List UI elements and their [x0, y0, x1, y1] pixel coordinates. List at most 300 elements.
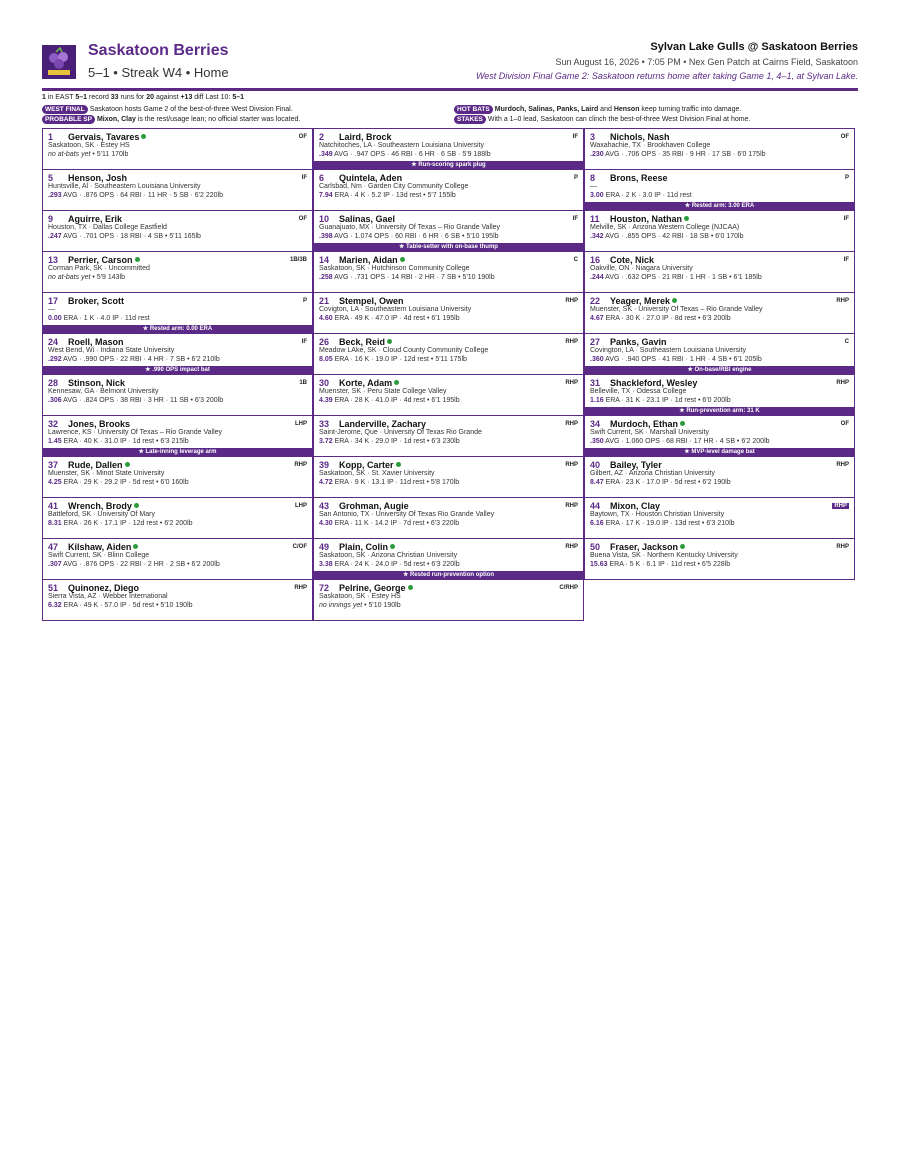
stat-detail: ERA · 49 K · 57.0 IP · 5d rest • 5'10 190lb: [61, 601, 193, 609]
stat-detail: ERA · 16 K · 19.0 IP · 12d rest • 5'11 175lb: [332, 355, 467, 363]
player-stat-line: [590, 561, 849, 570]
player-card: [313, 169, 584, 211]
jersey-number: 11: [590, 213, 600, 224]
stat-lead-value: 7.94: [319, 191, 333, 199]
stat-detail: AVG · .731 OPS · 14 RBI · 2 HR · 7 SB • 5'10 190lb: [332, 273, 495, 281]
position-label: IF: [843, 215, 849, 222]
player-header: [48, 172, 307, 183]
jersey-number: 3: [590, 131, 596, 142]
position-label: P: [844, 174, 849, 181]
stat-lead-value: .230: [590, 150, 604, 158]
stakes-tag: STAKES: [454, 115, 486, 124]
team-logo-icon: [42, 45, 76, 79]
player-origin: Houston, TX · Dallas College Eastfield: [48, 224, 167, 231]
runs-for-label: runs for: [118, 94, 147, 101]
player-card: [584, 497, 855, 539]
player-header: [48, 336, 307, 347]
position-label: RHP: [294, 584, 307, 591]
last10-label: Last 10:: [205, 94, 233, 101]
position-label: LHP: [295, 420, 307, 427]
player-name: Broker, Scott: [68, 295, 125, 306]
player-name: Nichols, Nash: [610, 131, 670, 142]
jersey-number: 8: [590, 172, 596, 183]
player-origin: Saskatoon, SK · St. Xavier University: [319, 470, 435, 477]
position-label: C: [844, 338, 849, 345]
stat-lead-value: 4.30: [319, 519, 333, 527]
player-card: [584, 415, 855, 457]
player-name: Laird, Brock: [339, 131, 392, 142]
player-name-wrap: [339, 460, 565, 470]
player-card: [584, 374, 855, 416]
player-stat-line: [319, 315, 578, 324]
player-name-wrap: [610, 378, 836, 388]
player-name: Cote, Nick: [610, 254, 655, 265]
hot-bats-last: Henson: [613, 106, 640, 113]
player-name: Fraser, Jackson: [610, 541, 679, 552]
runs-against-value: 20: [146, 94, 154, 101]
stat-tail: • 5'10 190lb: [362, 601, 401, 609]
player-card: [584, 251, 855, 293]
stat-lead-value: 3.72: [319, 437, 333, 445]
stat-tail: • 5'9 143lb: [90, 273, 125, 281]
player-stat-line: [590, 315, 849, 324]
stat-lead-value: 15.63: [590, 560, 608, 568]
player-name-wrap: [68, 501, 295, 511]
player-name: Landerville, Zachary: [339, 418, 427, 429]
hot-bats-note: [454, 105, 741, 114]
player-name: Kopp, Carter: [339, 459, 394, 470]
player-origin: San Antonio, TX · University Of Texas Rio Grande Valley: [319, 511, 495, 518]
player-origin: Belleville, TX · Odessa College: [590, 388, 687, 395]
record-label: record: [87, 94, 111, 101]
stat-lead-value: 0.00: [48, 314, 62, 322]
player-name-wrap: [68, 173, 302, 183]
player-stat-line: [590, 151, 849, 160]
player-header: [319, 172, 578, 183]
position-label: RHP: [294, 461, 307, 468]
player-name-wrap: [68, 460, 294, 470]
position-label: RHP: [565, 379, 578, 386]
player-highlight-banner: ★ Rested run-prevention option: [314, 571, 583, 579]
player-card: [313, 210, 584, 252]
player-card: [42, 251, 313, 293]
player-card: [584, 292, 855, 334]
player-name-wrap: [68, 214, 299, 224]
player-card: [42, 374, 313, 416]
position-label: RHP: [565, 420, 578, 427]
player-origin: Muenster, SK · Minot State University: [48, 470, 165, 477]
player-name-wrap: [68, 378, 299, 388]
player-header: [319, 418, 578, 429]
west-final-note: [42, 105, 293, 114]
stat-detail: ERA · 5 K · 6.1 IP · 11d rest • 6'5 228lb: [607, 560, 731, 568]
player-name-wrap: [68, 132, 299, 142]
player-card: [584, 128, 855, 170]
active-status-icon: [394, 380, 399, 385]
game-info: [476, 41, 858, 81]
probable-sp-note: [42, 115, 300, 124]
stat-detail: ERA · 9 K · 13.1 IP · 11d rest • 5'8 170lb: [332, 478, 460, 486]
run-diff-value: +13: [180, 94, 193, 101]
player-name: Gervais, Tavares: [68, 131, 140, 142]
jersey-number: 14: [319, 254, 330, 265]
player-header: [590, 500, 849, 511]
probable-sp-tag: PROBABLE SP: [42, 115, 95, 124]
hot-bats-text: keep turning traffic into damage.: [639, 106, 742, 113]
player-card: [42, 169, 313, 211]
player-stat-line: [319, 397, 578, 406]
position-label: RHP: [565, 338, 578, 345]
player-name-wrap: [68, 337, 302, 347]
jersey-number: 17: [48, 295, 59, 306]
player-stat-line: [319, 520, 578, 529]
active-status-icon: [396, 462, 401, 467]
stat-detail: ERA · 24 K · 24.0 IP · 5d rest • 6'3 220lb: [332, 560, 460, 568]
player-origin: —: [48, 306, 55, 313]
stat-detail: AVG · 1.060 OPS · 68 RBI · 17 HR · 4 SB • 6'2 200lb: [603, 437, 770, 445]
player-stat-line: [319, 602, 578, 611]
stat-lead-value: 1.45: [48, 437, 62, 445]
player-header: [48, 582, 307, 593]
position-label: IF: [572, 215, 578, 222]
player-card: [42, 128, 313, 170]
player-name-wrap: [68, 255, 290, 265]
player-stat-line: [48, 274, 307, 283]
player-header: [48, 500, 307, 511]
jersey-number: 50: [590, 541, 601, 552]
player-card: [313, 456, 584, 498]
west-final-tag: WEST FINAL: [42, 105, 88, 114]
player-name-wrap: [339, 378, 565, 388]
player-stat-line: [48, 438, 307, 447]
player-name: Henson, Josh: [68, 172, 128, 183]
player-origin: Covigton, LA · Southeastern Louisiana University: [319, 306, 472, 313]
player-header: [590, 459, 849, 470]
player-name: Stempel, Owen: [339, 295, 404, 306]
jersey-number: 26: [319, 336, 330, 347]
player-stat-line: [48, 561, 307, 570]
stat-lead-value: .306: [48, 396, 62, 404]
player-header: [590, 254, 849, 265]
player-stat-line: [590, 479, 849, 488]
player-card: [313, 579, 584, 621]
player-header: [48, 254, 307, 265]
jersey-number: 5: [48, 172, 54, 183]
jersey-number: 21: [319, 295, 330, 306]
player-header: [319, 254, 578, 265]
position-label: IF: [843, 256, 849, 263]
player-name: Bailey, Tyler: [610, 459, 662, 470]
player-header: [48, 541, 307, 552]
player-name-wrap: [339, 296, 565, 306]
player-card: [313, 292, 584, 334]
hot-bats-tag: HOT BATS: [454, 105, 493, 114]
jersey-number: 13: [48, 254, 59, 265]
player-origin: Baytown, TX · Houston Christian University: [590, 511, 725, 518]
player-origin: Melville, SK · Arizona Western College (NJCAA): [590, 224, 740, 231]
player-stat-line: [48, 602, 307, 611]
stat-detail: AVG · .876 OPS · 64 RBI · 11 HR · 5 SB · 6'2 220lb: [61, 191, 223, 199]
stat-detail: AVG · .990 OPS · 22 RBI · 4 HR · 7 SB • 6'2 210lb: [61, 355, 220, 363]
page-header: [42, 40, 858, 90]
player-stat-line: [590, 274, 849, 283]
player-header: [48, 213, 307, 224]
player-header: [48, 377, 307, 388]
player-highlight-banner: ★ Run-prevention arm: 31 K: [585, 407, 854, 415]
stat-lead-value: .398: [319, 232, 333, 240]
stat-lead-value: 4.72: [319, 478, 333, 486]
stat-detail: AVG · .632 OPS · 21 RBI · 1 HR · 1 SB • 6'1 185lb: [603, 273, 762, 281]
position-label: LHP: [295, 502, 307, 509]
position-label: OF: [840, 133, 849, 140]
player-header: [319, 336, 578, 347]
stat-lead-value: .360: [590, 355, 604, 363]
stat-lead-value: .350: [590, 437, 604, 445]
stat-lead-value: .293: [48, 191, 62, 199]
player-origin: Buena Vista, SK · Northern Kentucky University: [590, 552, 738, 559]
active-status-icon: [141, 134, 146, 139]
active-status-icon: [387, 339, 392, 344]
player-name-wrap: [339, 214, 573, 224]
jersey-number: 37: [48, 459, 59, 470]
player-origin: Kennesaw, GA · Belmont University: [48, 388, 159, 395]
jersey-number: 16: [590, 254, 601, 265]
jersey-number: 32: [48, 418, 59, 429]
stat-detail: ERA · 4 K · 5.2 IP · 13d rest • 5'7 155lb: [332, 191, 456, 199]
stat-lead-value: .247: [48, 232, 62, 240]
runs-against-label: against: [154, 94, 181, 101]
player-name: Plain, Colin: [339, 541, 389, 552]
stat-lead-value: .292: [48, 355, 62, 363]
stat-detail: AVG · .706 OPS · 35 RBI · 9 HR · 17 SB · 6'0 175lb: [603, 150, 766, 158]
position-label: RHP: [836, 543, 849, 550]
player-name-wrap: [610, 460, 836, 470]
position-label: IF: [301, 338, 307, 345]
player-name: Shackleford, Wesley: [610, 377, 698, 388]
player-highlight-banner: ★ Rested arm: 0.00 ERA: [43, 325, 312, 333]
player-name-wrap: [339, 132, 573, 142]
active-status-icon: [125, 462, 130, 467]
player-card: [42, 579, 313, 621]
probable-sp-name: Mixon, Clay: [96, 116, 136, 123]
player-name-wrap: [339, 542, 565, 552]
player-header: [319, 377, 578, 388]
jersey-number: 51: [48, 582, 59, 593]
player-header: [48, 295, 307, 306]
player-origin: Natchitoches, LA · Southeastern Louisiana University: [319, 142, 484, 149]
player-name: Yeager, Merek: [610, 295, 671, 306]
player-name: Kilshaw, Aiden: [68, 541, 132, 552]
position-label: RHP: [836, 461, 849, 468]
jersey-number: 22: [590, 295, 601, 306]
active-status-icon: [133, 544, 138, 549]
jersey-number: 72: [319, 582, 330, 593]
stat-lead-value: .349: [319, 150, 333, 158]
stat-lead-value: 8.31: [48, 519, 62, 527]
player-header: [319, 131, 578, 142]
record-value: 5–1: [75, 94, 88, 101]
player-card: [42, 415, 313, 457]
stat-detail: AVG · 1.074 OPS · 60 RBI · 6 HR · 6 SB • 5'10 195lb: [332, 232, 499, 240]
jersey-number: 2: [319, 131, 325, 142]
player-header: [590, 418, 849, 429]
player-origin: Saskatoon, SK · Estey HS: [48, 142, 130, 149]
stat-lead-value: .342: [590, 232, 604, 240]
position-label: RHP: [565, 502, 578, 509]
player-name-wrap: [610, 132, 841, 142]
player-stat-line: [590, 397, 849, 406]
jersey-number: 44: [590, 500, 601, 511]
position-label: RHP: [836, 297, 849, 304]
player-origin: Swift Current, SK · Blinn College: [48, 552, 150, 559]
player-origin: Saskatoon, SK · Estey HS: [319, 593, 401, 600]
jersey-number: 6: [319, 172, 325, 183]
stat-detail: AVG · .940 OPS · 41 RBI · 1 HR · 4 SB • 6'1 205lb: [603, 355, 762, 363]
player-highlight-banner: ★ On-base/RBI engine: [585, 366, 854, 374]
runs-for-value: 33: [110, 94, 119, 101]
player-name-wrap: [339, 419, 565, 429]
stat-detail: ERA · 26 K · 17.1 IP · 12d rest • 6'2 200lb: [61, 519, 193, 527]
player-card: [313, 374, 584, 416]
header-divider: [42, 88, 858, 91]
stat-placeholder: no at-bats yet: [48, 150, 91, 158]
stat-detail: ERA · 40 K · 31.0 IP · 1d rest • 6'3 215lb: [61, 437, 189, 445]
player-origin: Battleford, SK · University Of Mary: [48, 511, 155, 518]
player-card: [42, 292, 313, 334]
player-card: [42, 456, 313, 498]
position-label: P: [573, 174, 578, 181]
player-origin: Muenster, SK · Peru State College Valley: [319, 388, 447, 395]
player-name-wrap: [339, 173, 574, 183]
position-label: C/OF: [292, 543, 307, 550]
player-highlight-banner: ★ .990 OPS impact bat: [43, 366, 312, 374]
jersey-number: 34: [590, 418, 601, 429]
player-name: Roell, Mason: [68, 336, 124, 347]
active-status-icon: [134, 503, 139, 508]
player-name: Salinas, Gael: [339, 213, 396, 224]
player-card: [42, 538, 313, 580]
player-header: [319, 459, 578, 470]
position-label: RHP: [565, 297, 578, 304]
stat-detail: ERA · 23 K · 17.0 IP · 5d rest • 6'2 190lb: [603, 478, 731, 486]
player-stat-line: [48, 315, 307, 324]
player-name-wrap: [610, 337, 845, 347]
player-origin: Meadow LAke, SK · Cloud County Community College: [319, 347, 489, 354]
position-label: IF: [301, 174, 307, 181]
jersey-number: 30: [319, 377, 330, 388]
stakes-text: With a 1–0 lead, Saskatoon can clinch the best-of-three West Division Final at home.: [487, 116, 751, 123]
player-stat-line: [319, 356, 578, 365]
player-name-wrap: [339, 337, 565, 347]
player-header: [319, 582, 578, 593]
player-name: Quinonez, Diego: [68, 582, 139, 593]
team-record-summary: 5–1 • Streak W4 • Home: [88, 65, 229, 80]
player-header: [48, 459, 307, 470]
last10-value: 5–1: [232, 94, 244, 101]
player-stat-line: [590, 438, 849, 447]
game-note: West Division Final Game 2: Saskatoon returns home after taking Game 1, 4–1, at Sylvan Lake.: [475, 71, 858, 81]
player-stat-line: [48, 151, 307, 160]
stakes-note: [454, 115, 750, 124]
player-origin: Saskatoon, SK · Hutchinson Community College: [319, 265, 470, 272]
player-stat-line: [48, 233, 307, 242]
stat-detail: ERA · 49 K · 47.0 IP · 4d rest • 6'1 195lb: [332, 314, 460, 322]
rank-label: in EAST: [45, 94, 76, 101]
stat-lead-value: 6.16: [590, 519, 604, 527]
player-origin: West Bend, Wi · Indiana State University: [48, 347, 175, 354]
player-stat-line: [590, 233, 849, 242]
player-name-wrap: [610, 214, 844, 224]
player-card: [584, 333, 855, 375]
stat-lead-value: .258: [319, 273, 333, 281]
west-final-text: Saskatoon hosts Game 2 of the best-of-three West Division Final.: [89, 106, 293, 113]
player-origin: Muenster, SK · University Of Texas – Rio Grande Valley: [590, 306, 763, 313]
player-header: [319, 541, 578, 552]
jersey-number: 9: [48, 213, 54, 224]
player-name-wrap: [610, 419, 841, 429]
player-origin: Corman Park, SK · Uncommitted: [48, 265, 150, 272]
player-card: [584, 210, 855, 252]
stat-placeholder: no innings yet: [319, 601, 363, 609]
stat-lead-value: 3.38: [319, 560, 333, 568]
player-name-wrap: [339, 501, 565, 511]
player-card: [42, 497, 313, 539]
player-name: Marien, Aidan: [339, 254, 398, 265]
player-name-wrap: [610, 542, 836, 552]
active-status-icon: [408, 585, 413, 590]
player-origin: Saint-Jerome, Que · University Of Texas Rio Grande: [319, 429, 482, 436]
active-status-icon: [390, 544, 395, 549]
player-origin: Carlsbad, Nm · Garden City Community College: [319, 183, 469, 190]
stat-lead-value: 3.00: [590, 191, 604, 199]
position-label: RHP: [565, 461, 578, 468]
position-label: OF: [840, 420, 849, 427]
player-name: Korte, Adam: [339, 377, 393, 388]
player-stat-line: [590, 520, 849, 529]
player-origin: Saskatoon, SK · Arizona Christian University: [319, 552, 458, 559]
player-stat-line: [319, 274, 578, 283]
active-status-icon: [135, 257, 140, 262]
stat-lead-value: 4.67: [590, 314, 604, 322]
stat-lead-value: 4.25: [48, 478, 62, 486]
stat-detail: ERA · 11 K · 14.2 IP · 7d rest • 6'3 220lb: [332, 519, 460, 527]
position-label: RHP: [565, 543, 578, 550]
position-label: C/RHP: [559, 584, 578, 591]
player-name: Beck, Reid: [339, 336, 386, 347]
player-stat-line: [48, 520, 307, 529]
jersey-number: 33: [319, 418, 330, 429]
player-card: [42, 333, 313, 375]
player-card: [313, 251, 584, 293]
player-name-wrap: [68, 296, 303, 306]
jersey-number: 49: [319, 541, 330, 552]
stat-lead-value: 1.16: [590, 396, 604, 404]
hot-bats-names: Murdoch, Salinas, Panks, Laird: [494, 106, 599, 113]
hot-bats-and: and: [598, 106, 614, 113]
stat-detail: ERA · 1 K · 4.0 IP · 11d rest: [61, 314, 150, 322]
player-card: [313, 333, 584, 375]
stat-detail: AVG · .824 OPS · 38 RBI · 3 HR · 11 SB • 6'3 200lb: [61, 396, 224, 404]
jersey-number: 47: [48, 541, 59, 552]
player-name-wrap: [68, 583, 294, 593]
player-name-wrap: [610, 501, 832, 511]
stat-lead-value: 6.32: [48, 601, 62, 609]
jersey-number: 1: [48, 131, 54, 142]
stat-detail: ERA · 30 K · 27.0 IP · 8d rest • 6'3 200lb: [603, 314, 731, 322]
jersey-number: 27: [590, 336, 601, 347]
stat-detail: ERA · 34 K · 29.0 IP · 1d rest • 6'3 230lb: [332, 437, 460, 445]
player-highlight-banner: ★ MVP-level damage bat: [585, 448, 854, 456]
